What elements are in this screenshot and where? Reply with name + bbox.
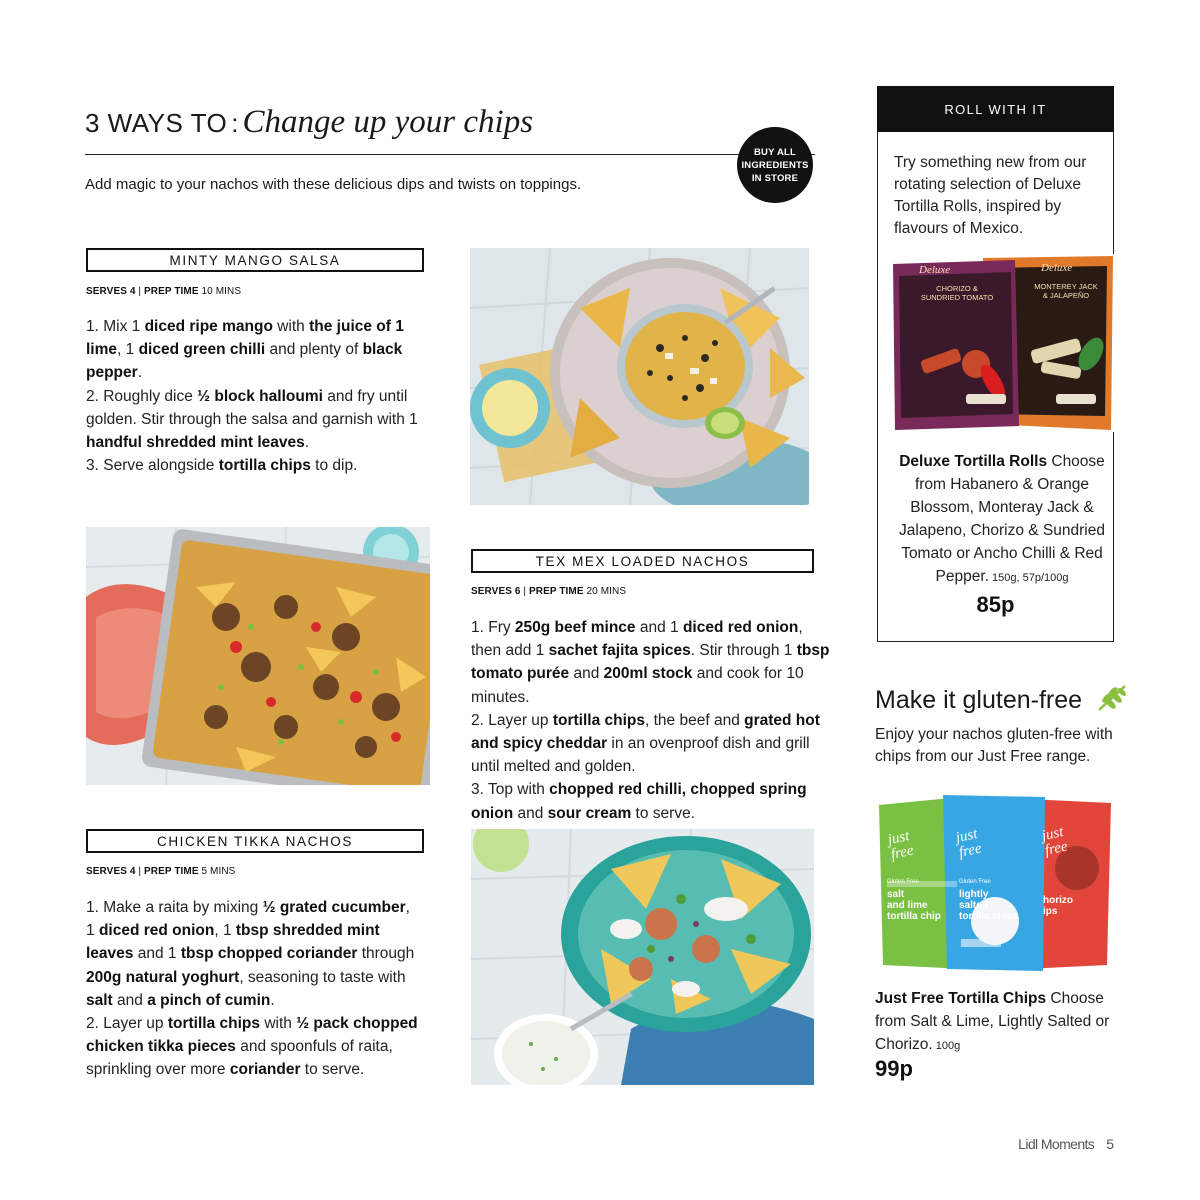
product-weight: 150g, 57p/100g	[988, 572, 1069, 584]
chicken-tikka-photo	[471, 829, 814, 1085]
pack1-flavour-line: CHORIZO &	[936, 284, 978, 293]
ingredient: tbsp tomato purée	[471, 642, 830, 683]
step-text: 2. Roughly dice	[86, 387, 198, 405]
ingredient: 200g natural yoghurt	[86, 968, 240, 986]
bag3-flavour	[1043, 895, 1103, 917]
step-text: , 1	[117, 341, 139, 359]
ingredient: tbsp shredded mint leaves	[86, 922, 380, 963]
ingredient: the juice of 1 lime	[86, 318, 404, 359]
buy-all-badge	[737, 127, 813, 203]
ingredient: tortilla chips	[218, 457, 311, 475]
recipe-step	[471, 709, 837, 779]
step-text: , 1	[214, 922, 236, 940]
step-text: and plenty of	[265, 341, 363, 359]
bag-brand-line: free	[1043, 838, 1070, 859]
ingredient: diced red onion	[682, 619, 799, 636]
serves: SERVES 4	[86, 866, 136, 877]
ingredient: ½ block halloumi	[197, 387, 323, 405]
product-detail: Choose from Salt & Lime, Lightly Salted or Chorizo.	[875, 990, 1110, 1053]
step-text: to serve.	[300, 1061, 365, 1079]
step-text: and cook for 10 minutes.	[471, 665, 804, 706]
step-text: and	[569, 665, 604, 683]
serves: SERVES 4	[86, 286, 136, 297]
badge-line: IN STORE	[751, 172, 799, 184]
title-divider	[85, 154, 815, 155]
step-text: .	[270, 991, 275, 1009]
step-text: and 1	[133, 945, 181, 963]
title-colon: :	[231, 108, 239, 138]
page-number: 5	[1106, 1136, 1114, 1152]
ingredient: tortilla chips	[167, 1015, 261, 1033]
step-text: with	[260, 1015, 297, 1033]
page-title	[85, 104, 735, 144]
step-text: 1. Fry	[471, 619, 515, 636]
ingredient: black pepper	[86, 341, 403, 382]
step-text: 1. Make a raita by mixing	[86, 899, 263, 916]
ingredient: sour cream	[547, 804, 632, 822]
meta-separator: |	[135, 286, 144, 297]
just-free-product-description	[875, 987, 1125, 1058]
bag1-flavour	[887, 889, 957, 922]
serves: SERVES 6	[471, 586, 521, 597]
ingredient: diced red onion	[98, 922, 215, 940]
pack1-flavour-line: SUNDRIED TOMATO	[920, 293, 994, 302]
step-text: , then add 1	[471, 619, 803, 660]
recipe-steps-chicken-tikka	[86, 896, 422, 1082]
step-text: , seasoning to taste with	[239, 968, 406, 986]
prep-value: 10 MINS	[201, 286, 242, 297]
product-weight: 100g	[932, 1040, 961, 1052]
bag-flavour-line: salted	[959, 900, 988, 911]
prep-label: PREP TIME	[529, 586, 584, 597]
badge-line: INGREDIENTS	[741, 159, 809, 171]
product-name: Just Free Tortilla Chips	[875, 990, 1047, 1007]
bag-flavour-line: salt	[887, 889, 905, 900]
recipe-step	[471, 778, 837, 824]
recipe-step	[471, 616, 837, 709]
recipe-step	[86, 385, 422, 455]
step-text: to serve.	[631, 804, 695, 822]
step-text: to dip.	[310, 457, 358, 475]
prep-label: PREP TIME	[144, 286, 199, 297]
bag-brand-line: just	[1040, 824, 1065, 845]
step-text: and 1	[635, 619, 683, 636]
recipe-meta-chicken-tikka	[86, 866, 424, 877]
ingredient: handful shredded mint leaves	[86, 434, 305, 452]
pack2-brand: Deluxe	[1041, 262, 1073, 274]
meta-separator: |	[520, 586, 529, 597]
ingredient: chopped red chilli, chopped spring onion	[471, 781, 807, 822]
pack1-brand: Deluxe	[919, 264, 951, 276]
ingredient: diced green chilli	[138, 341, 266, 359]
step-text: and spoonfuls of raita, sprinkling over more	[86, 1038, 393, 1079]
pack1-flavour	[901, 284, 1013, 302]
step-text: . Stir through 1	[690, 642, 797, 660]
title-lead: 3 WAYS TO	[85, 108, 228, 138]
step-text: with	[272, 318, 310, 335]
meta-separator: |	[135, 866, 144, 877]
recipe-step	[86, 454, 422, 477]
pack2-flavour-line: & JALAPEÑO	[1042, 291, 1090, 300]
bag-flavour-line: ips	[1043, 906, 1058, 917]
just-free-price: 99p	[875, 1056, 913, 1081]
recipe-title-tex-mex: TEX MEX LOADED NACHOS	[471, 549, 814, 573]
bag-brand-line: free	[957, 840, 984, 861]
step-text: through	[357, 945, 415, 963]
ingredient: tortilla chips	[552, 711, 646, 729]
prep-label: PREP TIME	[144, 866, 199, 877]
title-script: Change up your chips	[242, 104, 534, 140]
step-text: , the beef and	[645, 711, 745, 729]
ingredient: a pinch of cumin	[147, 991, 271, 1009]
deluxe-price: 85p	[976, 592, 1015, 617]
step-text: and fry until golden. Stir through the salsa and garnish with 1	[86, 387, 418, 428]
step-text: 3. Top with	[471, 781, 550, 799]
step-text: 2. Layer up	[86, 1015, 168, 1033]
ingredient: sachet fajita spices	[548, 642, 691, 660]
badge-line: BUY ALL	[753, 146, 797, 158]
step-text: , 1	[86, 899, 410, 940]
gluten-free-title	[875, 682, 1129, 715]
step-text: 2. Layer up	[471, 711, 553, 729]
recipe-title-mango-salsa: MINTY MANGO SALSA	[86, 248, 424, 272]
step-text: and	[112, 991, 148, 1009]
ingredient: coriander	[229, 1061, 301, 1079]
bag-brand-line: free	[889, 842, 916, 863]
deluxe-tortilla-rolls-packs	[891, 254, 1117, 432]
ingredient: grated hot and spicy cheddar	[471, 711, 820, 753]
recipe-meta-mango-salsa	[86, 286, 426, 297]
step-text: 3. Serve alongside	[86, 457, 219, 475]
step-text: 1. Mix 1	[86, 318, 145, 335]
step-text: and	[513, 804, 548, 822]
recipe-step	[86, 1012, 422, 1082]
bag2-flavour	[959, 889, 1039, 922]
roll-intro: Try something new from our rotating selection of Deluxe Tortilla Rolls, inspired by flavours of Mexico.	[894, 154, 1087, 237]
deluxe-product-description	[890, 450, 1114, 590]
intro-text: Add magic to your nachos with these delicious dips and twists on toppings.	[85, 176, 582, 193]
page-footer	[1018, 1136, 1114, 1152]
ingredient: 250g beef mince	[514, 619, 636, 636]
roll-with-it-heading: ROLL WITH IT	[877, 86, 1114, 132]
pack2-flavour-line: MONTEREY JACK	[1034, 282, 1098, 291]
prep-value: 5 MINS	[201, 866, 236, 877]
recipe-steps-tex-mex	[471, 616, 837, 825]
ingredient: tbsp chopped coriander	[180, 945, 358, 963]
product-detail: Choose from Habanero & Orange Blossom, Monteray Jack & Jalapeno, Chorizo & Sundried Tomato or Ancho Chilli & Red Pepper.	[899, 453, 1105, 585]
bag2-tag: Gluten Free	[959, 879, 991, 885]
ingredient: 200ml stock	[603, 665, 693, 683]
gluten-free-heading: Make it gluten-free	[875, 686, 1083, 714]
bag1-tag: Gluten Free	[887, 879, 919, 885]
recipe-meta-tex-mex	[471, 586, 814, 597]
step-text: .	[137, 364, 142, 382]
ingredient: ½ grated cucumber	[262, 899, 406, 916]
mango-salsa-photo	[470, 248, 809, 505]
prep-value: 20 MINS	[586, 586, 627, 597]
pack2-flavour	[1021, 282, 1111, 300]
wheat-icon	[1095, 682, 1129, 712]
footer-brand: Lidl Moments	[1018, 1136, 1095, 1152]
recipe-step	[86, 315, 422, 385]
bag-flavour-line: lightly	[959, 889, 989, 900]
loaded-nachos-photo	[86, 527, 430, 785]
step-text: in an ovenproof dish and grill until melted and golden.	[471, 735, 810, 776]
ingredient: ½ pack chopped chicken tikka pieces	[86, 1015, 418, 1056]
recipe-steps-mango-salsa	[86, 315, 422, 477]
ingredient: salt	[86, 991, 113, 1009]
bag-flavour-line: horizo	[1043, 895, 1073, 906]
recipe-title-chicken-tikka: CHICKEN TIKKA NACHOS	[86, 829, 424, 853]
ingredient: diced ripe mango	[144, 318, 273, 335]
gluten-free-intro: Enjoy your nachos gluten-free with chips from our Just Free range.	[875, 726, 1113, 765]
bag-brand-line: just	[886, 828, 911, 849]
bag-flavour-line: and lime	[887, 900, 928, 911]
bag-flavour-line: tortilla chips	[959, 911, 1019, 922]
just-free-chips-bags	[877, 793, 1113, 973]
product-name: Deluxe Tortilla Rolls	[899, 453, 1048, 470]
bag-flavour-line: tortilla chip	[887, 911, 941, 922]
step-text: .	[304, 434, 310, 452]
recipe-step	[86, 896, 422, 1012]
bag-brand-line: just	[954, 826, 979, 847]
